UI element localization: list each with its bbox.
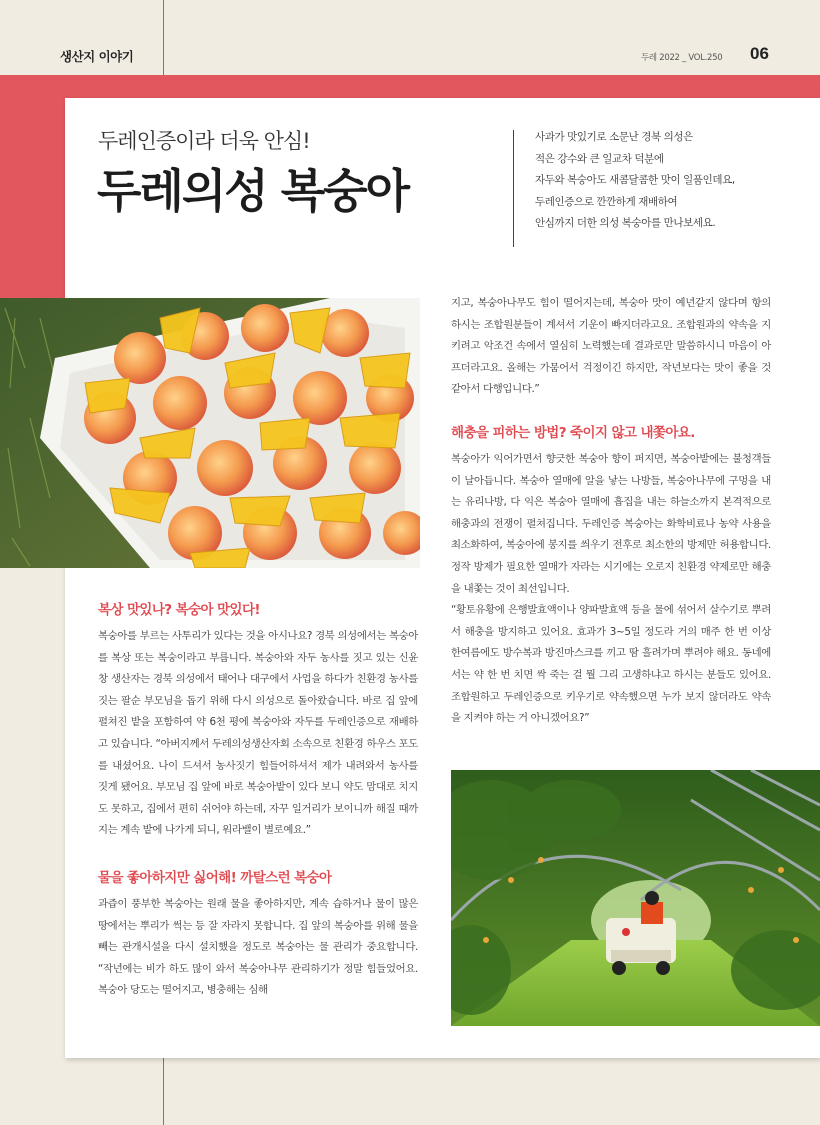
right-column [451, 293, 771, 730]
body-paragraph: 과즙이 풍부한 복숭아는 원래 물을 좋아하지만, 계속 습하거나 물이 많은 땅에서는 뿌리가 썩는 등 잘 자라지 못합니다. 집 앞의 복숭아를 위해 물을 빼는 관개시설을 다시 설치했을 정도로 복숭아는 물 관리가 중요합니다. “작년에는 비가 하도 많이 와서 복숭아나무 관리하기가 정말 힘들었어요. 복숭아 당도는 떨어지고, 병충해는 심해 [98, 897, 418, 997]
peach-box-photo [0, 298, 420, 568]
section-heading: 해충을 피하는 방법? 죽이지 않고 내쫓아요. [451, 424, 695, 441]
intro-line: 두레인증으로 깐깐하게 재배하여 [535, 195, 678, 208]
intro-line: 사과가 맛있기로 소문난 경북 의성은 [535, 131, 693, 143]
intro-text [535, 127, 795, 235]
page-number: 06 [750, 44, 769, 63]
body-paragraph: “황토유황에 은행발효액이나 양파발효액 등을 물에 섞어서 살수기로 뿌려서 해충을 방지하고 있어요. 효과가 3~5일 정도라 거의 매주 한 번 이상 한여름에도 방수복과 방진마스크를 끼고 땀 흘려가며 뿌려야 해요. 동네에서는 약 한 번 치면 싹 죽는 걸 뭘 그리 고생하냐고 하시는 분들도 있어요. 조합원하고 두레인증으로 키우기로 약속했으면 누가 보지 않더라도 약속을 지켜야 하는 거 아니겠어요?” [451, 604, 771, 725]
section-heading: 복상 맛있나? 복숭아 맛있다! [98, 602, 260, 618]
intro-line: 적은 강수와 큰 일교차 덕분에 [535, 152, 664, 165]
body-paragraph: 복숭아를 부르는 사투리가 있다는 것을 아시나요? 경북 의성에서는 복숭아를 복상 또는 복숭이라고 부릅니다. 복숭아와 자두 농사를 짓고 있는 신윤창 생산자는 경북 의성에서 태어나 대구에서 사업을 하다가 친환경 농사를 짓는 팔순 부모님을 돕기 위해 다시 의성으로 돌아왔습니다. 바로 집 앞에 펼쳐진 밭을 포함하여 약 6천 평에 복숭아와 자두를 두레인증으로 재배하고 있습니다. “아버지께서 두레의성생산자회 소속으로 친환경 하우스 포도를 내셨어요. 나이 드셔서 농사짓기 힘들어하셔서 제가 내려와서 농사를 짓게 됐어요. 부모님 집 앞에 바로 복숭아밭이 있다 보니 약도 맘대로 치지도 못하고, 집에서 편히 쉬어야 하는데, 자꾸 일거리가 보이니까 해질 때까지는 계속 밭에 나가게 되니, 워라밸이 별로예요.” [98, 630, 418, 837]
issue-label: 두레 2022 _ VOL.250 [641, 53, 723, 63]
intro-divider [513, 130, 514, 247]
left-column [98, 598, 418, 1002]
intro-line: 안심까지 더한 의성 복숭아를 만나보세요. [535, 217, 716, 229]
article-subtitle: 두레인증이라 더욱 안심! [98, 129, 310, 153]
section-label: 생산지 이야기 [60, 49, 134, 64]
body-paragraph: 복숭아가 익어가면서 향긋한 복숭아 향이 퍼지면, 복숭아밭에는 불청객들이 날아듭니다. 복숭아 열매에 알을 낳는 나방들, 복숭아나무에 구멍을 내는 유리나방, 다 익은 복숭아 열매에 흡집을 내는 하늘소까지 본격적으로 해충과의 전쟁이 펼쳐집니다. 두레인증 복숭아는 화학비료나 농약 사용을 최소화하여, 복숭아에 봉지를 씌우기 전후로 최소한의 방제만 허용합니다. 정작 방제가 필요한 열매가 자라는 시기에는 오로지 친환경 약제로만 해충을 내쫓는 것이 최선입니다. [451, 452, 771, 595]
section-heading: 물을 좋아하지만 싫어해! 까탈스런 복숭아 [98, 869, 332, 886]
intro-line: 자두와 복숭아도 새콤달콤한 맛이 일품인데요, [535, 174, 735, 186]
body-paragraph: 지고, 복숭아나무도 힘이 떨어지는데, 복숭아 맛이 예년같지 않다며 항의하시는 조합원분들이 계셔서 기운이 빠지더라고요. 조합원과의 약속을 지키려고 악조건 속에서 열심히 노력했는데 결과로만 말씀하시니 마음이 아프더라고요. 올해는 가뭄어서 걱정이긴 하지만, 작년보다는 맛이 좋을 것 같아서 다행입니다.” [451, 297, 771, 396]
article-title: 두레의성 복숭아 [97, 164, 409, 218]
orchard-sprayer-photo [451, 770, 820, 1026]
